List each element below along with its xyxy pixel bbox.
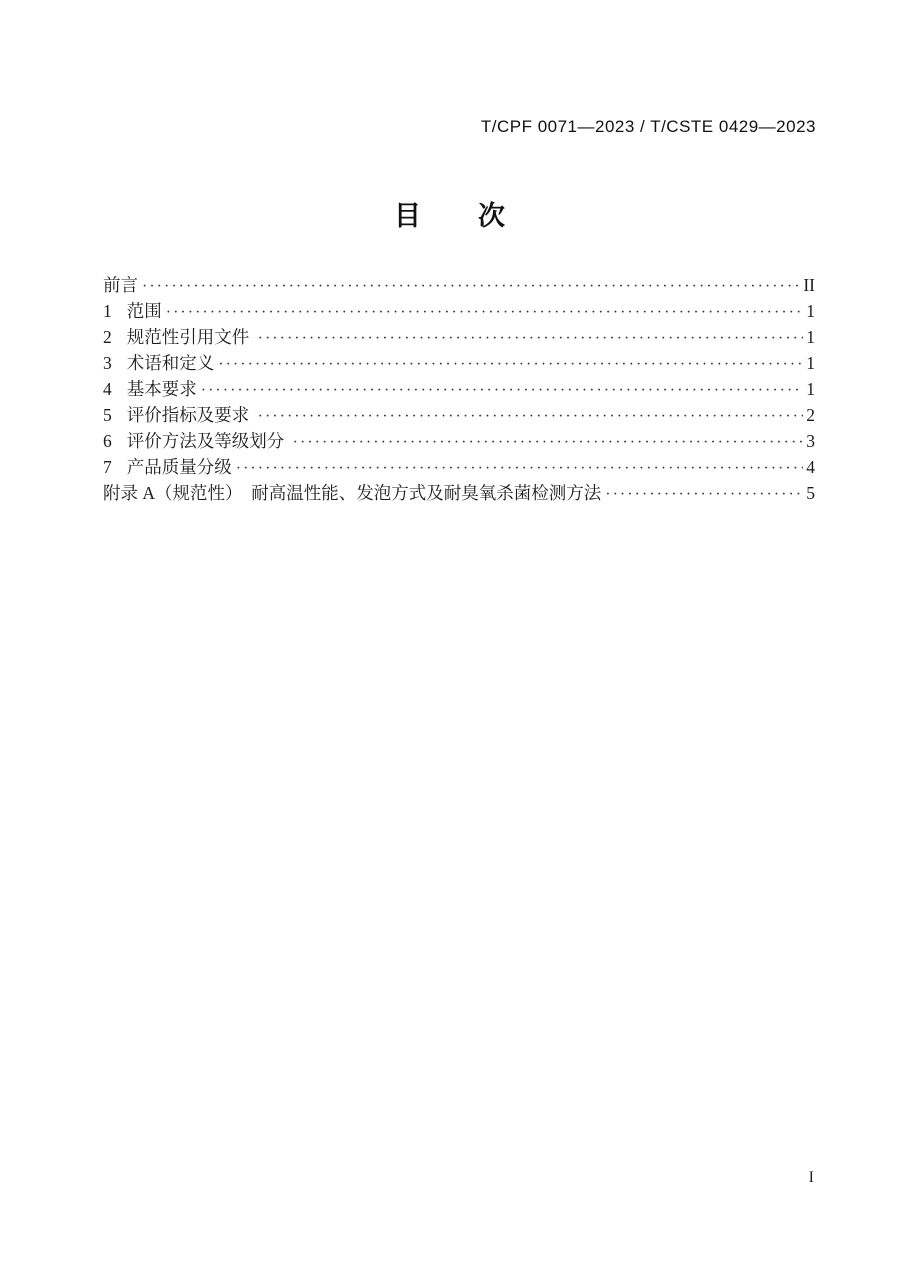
standard-code-header: T/CPF 0071—2023 / T/CSTE 0429—2023 (480, 117, 816, 136)
toc-entry-label: 规范性引用文件 (126, 327, 254, 347)
toc-entry-number: 4 (103, 379, 112, 399)
toc-entry (103, 350, 815, 376)
toc-entry-number: 6 (103, 431, 112, 451)
toc-entry (103, 376, 815, 402)
footer-page-number: I (808, 1169, 814, 1186)
toc-entry-page: 1 (806, 301, 815, 321)
toc-entry-label: 评价方法及等级划分 (126, 431, 289, 451)
toc-entry (103, 402, 815, 428)
toc-entry-label: 范围 (126, 301, 162, 321)
toc-entry-label: 评价指标及要求 (126, 405, 254, 425)
toc-entry-number: 7 (103, 457, 112, 477)
toc-entry-page: 2 (806, 405, 815, 425)
toc-entry-label: 产品质量分级 (126, 457, 232, 477)
toc-entry-label: 术语和定义 (126, 353, 215, 373)
toc-entry (103, 272, 815, 298)
table-of-contents (103, 272, 815, 506)
dot-leader (236, 454, 804, 482)
toc-entry-label: 附录 A（规范性） 耐高温性能、发泡方式及耐臭氧杀菌检测方法 (103, 483, 602, 503)
dot-leader (166, 298, 804, 326)
toc-entry-number: 5 (103, 405, 112, 425)
toc-entry-page: 1 (806, 379, 815, 399)
page-title: 目 次 (394, 201, 506, 231)
toc-entry-number: 3 (103, 353, 112, 373)
toc-entry-label: 基本要求 (126, 379, 197, 399)
dot-leader (142, 272, 800, 300)
toc-entry-page: 1 (806, 353, 815, 373)
dot-leader (258, 324, 804, 352)
toc-entry-label: 前言 (103, 275, 138, 295)
toc-entry-number: 2 (103, 327, 112, 347)
toc-entry-number: 1 (103, 301, 112, 321)
toc-entry (103, 298, 815, 324)
toc-entry (103, 324, 815, 350)
toc-entry (103, 428, 815, 454)
toc-entry-page: 4 (806, 457, 815, 477)
toc-entry-page: II (803, 275, 815, 295)
dot-leader (201, 376, 804, 404)
dot-leader (293, 428, 804, 456)
toc-entry-page: 1 (806, 327, 815, 347)
toc-entry (103, 480, 815, 506)
toc-entry-page: 5 (806, 483, 815, 503)
toc-entry (103, 454, 815, 480)
dot-leader (218, 350, 803, 378)
dot-leader (605, 480, 803, 508)
dot-leader (258, 402, 804, 430)
toc-entry-page: 3 (806, 431, 815, 451)
